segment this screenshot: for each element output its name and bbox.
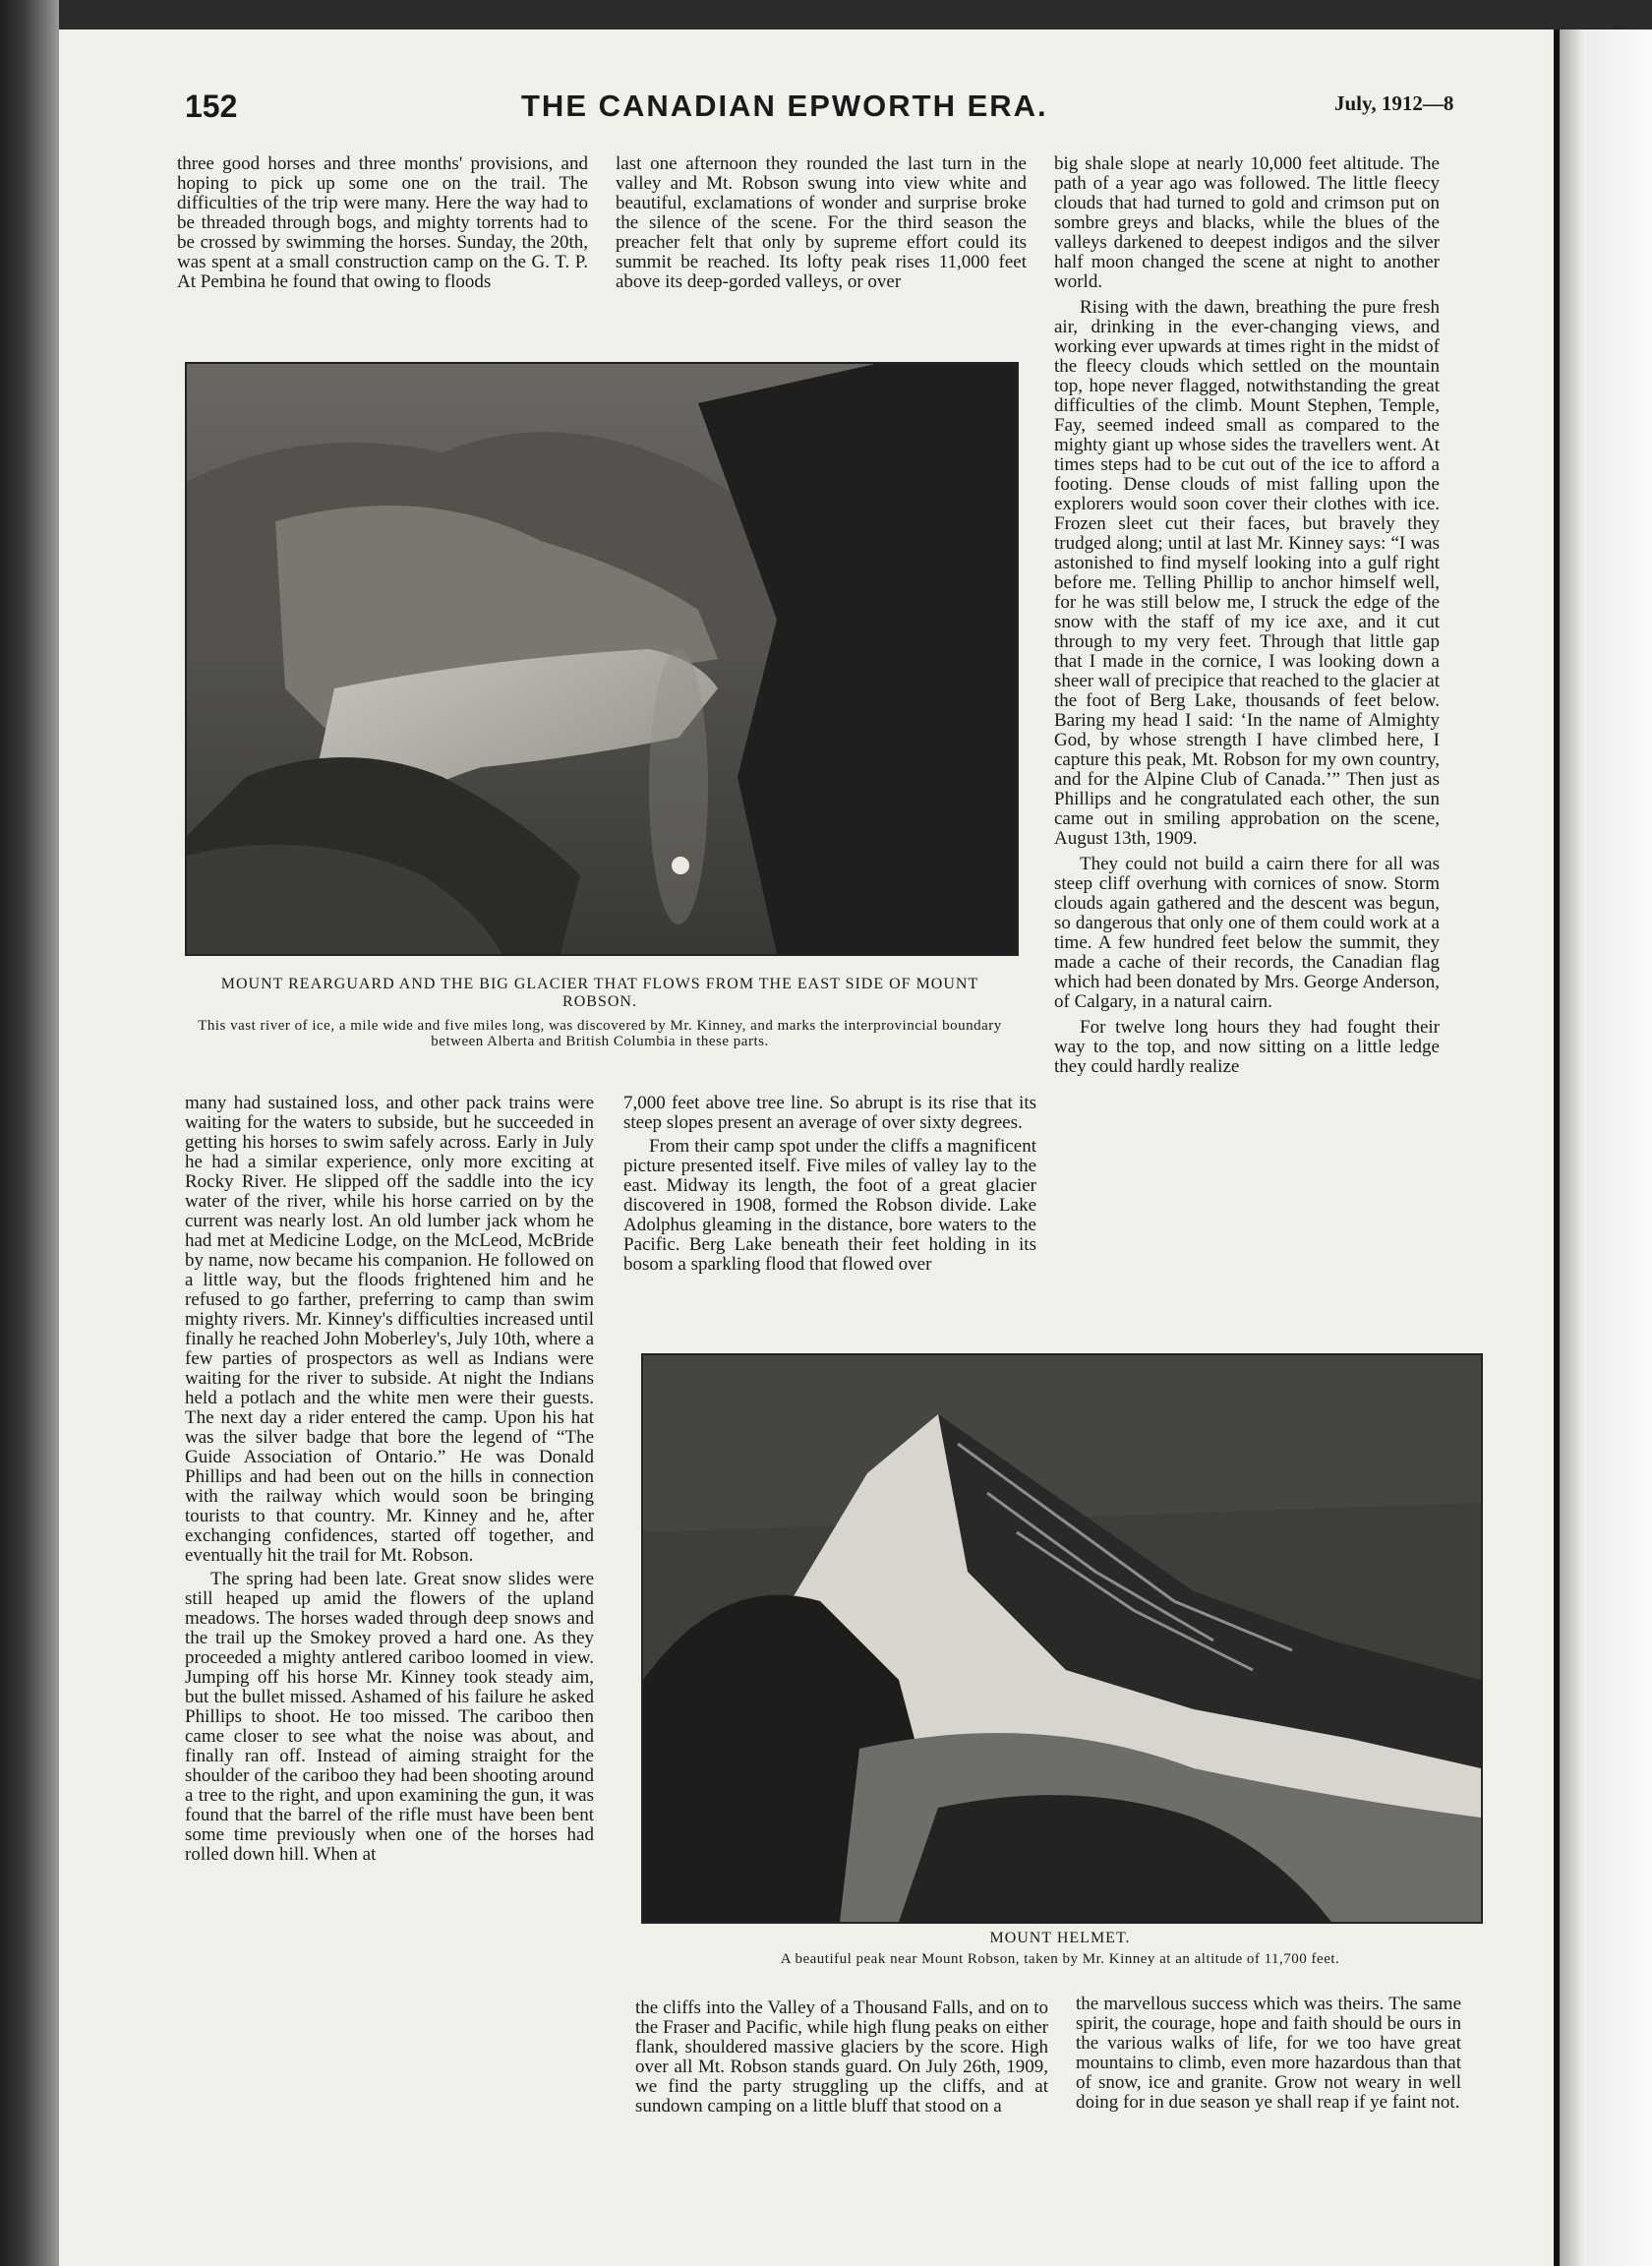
column-3-top xyxy=(1054,154,1440,1077)
next-page-edge xyxy=(1554,30,1652,2266)
photo-1-caption-title: MOUNT REARGUARD AND THE BIG GLACIER THAT FLOWS FROM THE EAST SIDE OF MOUNT ROBSON. xyxy=(220,976,979,1010)
page-number: 152 xyxy=(185,89,238,124)
issue-date: July, 1912—8 xyxy=(1334,91,1454,115)
publication-title: THE CANADIAN EPWORTH ERA. xyxy=(521,89,1048,123)
photo-2-caption-title: MOUNT HELMET. xyxy=(989,1930,1131,1946)
paragraph: For twelve long hours they had fought their way to the top, and now sitting on a little ledge they could hardly realize xyxy=(1054,1017,1440,1077)
column-2-middle xyxy=(623,1094,1036,1275)
paragraph: many had sustained loss, and other pack trains were waiting for the waters to subside, but he succeeded in getting his horses to swim safely across. Early in July he had a similar experience, only more exciting at Rocky River. He slipped off the saddle into the icy water of the river, while his horse carried on by the current was nearly lost. An old lumber jack whom he had met at Medicine Lodge, on the McLeod, McBride by name, now became his companion. He followed on a little way, but the floods frightened him and he refused to go farther, preferring to camp than swim mighty rivers. Mr. Kinney's difficulties increased until finally he reached John Moberley's, July 10th, where a few parties of prospectors as well as Indians were waiting for the river to subside. At night the Indians held a potlach and the white men were their guests. The next day a rider entered the camp. Upon his hat was the silver badge that bore the legend of “The Guide Association of Ontario.” He was Donald Phillips and had been out on the hills in connection with the railway which would soon be bringing tourists to that country. Mr. Kinney and he, after exchanging confidences, started off together, and eventually hit the trail for Mt. Robson. xyxy=(185,1093,594,1566)
column-2-bottom xyxy=(635,1998,1048,2117)
paragraph: The spring had been late. Great snow slides were still heaped up amid the flowers of the upland meadows. The horses waded through deep snows and the trail up the Smokey proved a hard one. As they proceeded a mighty antlered cariboo loomed in view. Jumping off his horse Mr. Kinney took steady aim, but the bullet missed. Ashamed of his failure he asked Phillips to shoot. He too missed. The cariboo then came closer to see what the noise was about, and finally ran off. Instead of aiming straight for the shoulder of the cariboo they had been shooting around a tree to the right, and upon examining the gun, it was found that the barrel of the rifle must have been bent some time previously when one of the horses had rolled down hill. When at xyxy=(185,1569,594,1865)
paragraph: 7,000 feet above tree line. So abrupt is its rise that its steep slopes present an average of over sixty degrees. xyxy=(623,1093,1036,1133)
glacier-photo-image xyxy=(187,364,1017,954)
paragraph: big shale slope at nearly 10,000 feet altitude. The path of a year ago was followed. The little fleecy clouds that had turned to gold and crimson put on sombre greys and blacks, while the blues of the valleys darkened to deepest indigos and the silver half moon changed the scene at night to another world. xyxy=(1054,153,1440,292)
paragraph: last one afternoon they rounded the last turn in the valley and Mt. Robson swung into view white and beautiful, exclamations of wonder and surprise broke the silence of the scene. For the third season the preacher felt that only by supreme effort could its summit be reached. Its lofty peak rises 11,000 feet above its deep-gorded valleys, or over xyxy=(616,153,1027,292)
column-1-top xyxy=(177,154,588,292)
paragraph: the cliffs into the Valley of a Thousand Falls, and on to the Fraser and Pacific, while high flung peaks on either flank, shouldered massive glaciers by the score. High over all Mt. Robson stands guard. On July 26th, 1909, we find the party struggling up the cliffs, and at sundown camping on a little bluff that stood on a xyxy=(635,1998,1048,2117)
photo-2-caption-text: A beautiful peak near Mount Robson, taken by Mr. Kinney at an altitude of 11,700 feet. xyxy=(780,1951,1340,1967)
mountain-peak-photo-image xyxy=(643,1355,1481,1922)
column-1-bottom xyxy=(185,1094,594,1865)
paragraph: They could not build a cairn there for all was steep cliff overhung with cornices of snow. Storm clouds again gathered and the descent was begun, so dangerous that only one of them could work at a time. A few hundred feet below the summit, they made a cache of their records, the Canadian flag which had been donated by Mrs. George Anderson, of Calgary, in a natural cairn. xyxy=(1054,854,1440,1012)
paragraph: Rising with the dawn, breathing the pure fresh air, drinking in the ever-changing views, and working ever upwards at times right in the midst of the fleecy clouds which settled on the mountain top, hope never flagged, notwithstanding the great difficulties of the climb. Mount Stephen, Temple, Fay, seemed indeed small as compared to the mighty giant up whose sides the travellers went. At times steps had to be cut out of the ice to afford a footing. Dense clouds of mist falling upon the explorers would soon cover their clothes with ice. Frozen sleet cut their faces, but bravely they trudged along; until at last Mr. Kinney says: “I was astonished to find myself looking into a gulf right before me. Telling Phillip to anchor himself well, for he was still below me, I struck the edge of the snow with the staff of my ice axe, and it cut through to my very feet. Through that little gap that I made in the cornice, I was looking down a sheer wall of precipice that reached to the glacier at the foot of Berg Lake, thousands of feet below. Baring my head I said: ‘In the name of Almighty God, by whose strength I have climbed here, I capture this peak, Mt. Robson for my own country, and for the Alpine Club of Canada.’” Then just as Phillips and he congratulated each other, the sun came out in smiling approbation on the scene, August 13th, 1909. xyxy=(1054,297,1440,849)
photo-mount-helmet xyxy=(641,1353,1483,1924)
photo-1-caption-text: This vast river of ice, a mile wide and five miles long, was discovered by Mr. Kinney, and marks the interprovincial boundary between Alberta and British Columbia in these parts. xyxy=(198,1018,1002,1049)
column-3-bottom xyxy=(1076,1995,1461,2113)
paragraph: the marvellous success which was theirs. The same spirit, the courage, hope and faith should be ours in the various walks of life, for we too have great mountains to climb, even more hazardous than that of snow, ice and granite. Grow not weary in well doing for in due season ye shall reap if ye faint not. xyxy=(1076,1994,1461,2113)
photo-mount-rearguard xyxy=(185,362,1019,956)
paragraph: three good horses and three months' provisions, and hoping to pick up some one on the trail. The difficulties of the trip were many. Here the way had to be threaded through bogs, and mighty torrents had to be crossed by swimming the horses. Sunday, the 20th, was spent at a small construction camp on the G. T. P. At Pembina he found that owing to floods xyxy=(177,153,588,292)
book-binding xyxy=(0,0,59,2266)
page-gutter xyxy=(1554,30,1560,2266)
paragraph: From their camp spot under the cliffs a magnificent picture presented itself. Five miles of valley lay to the east. Midway its length, the foot of a great glacier discovered in 1908, formed the Robson divide. Lake Adolphus gleaming in the distance, bore waters to the Pacific. Berg Lake beneath their feet holding in its bosom a sparkling flood that flowed over xyxy=(623,1136,1036,1275)
column-2-top xyxy=(616,154,1027,292)
